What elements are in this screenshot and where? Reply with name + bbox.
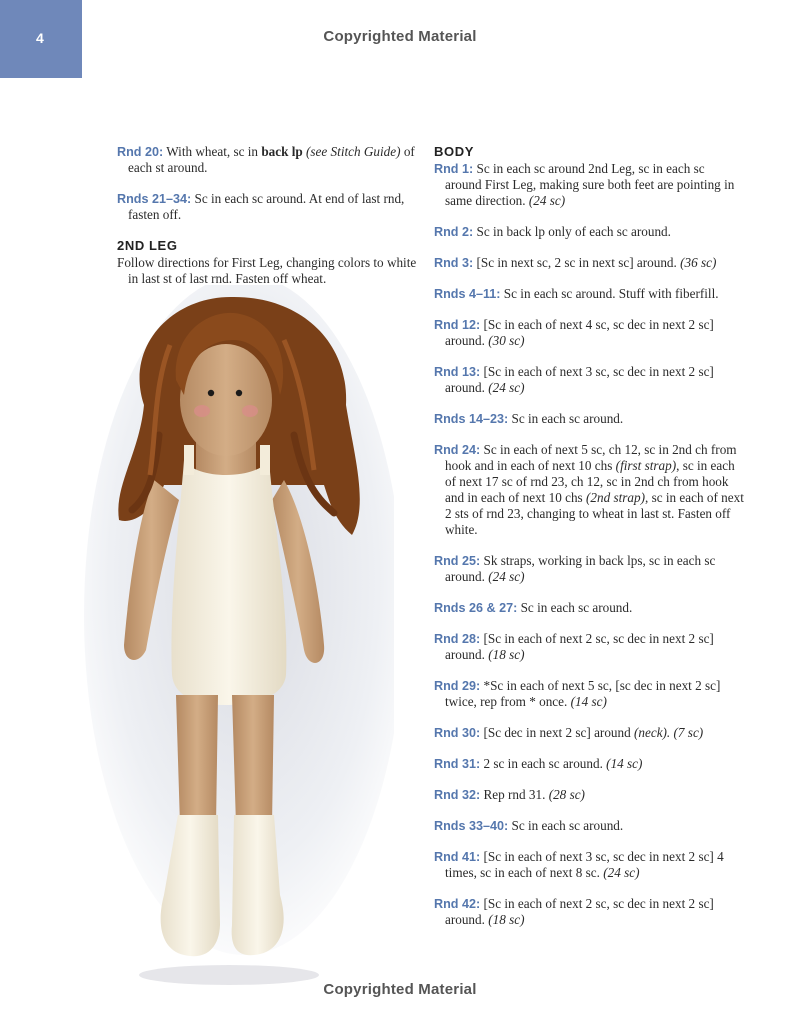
- rnd-text: Sc in each of next 5 sc, ch 12, sc in 2nd ch from hook and in each of next 10 chs: [445, 442, 737, 473]
- rnds-33-40-paragraph: [434, 818, 744, 834]
- rnd-text: [Sc in each of next 3 sc, sc dec in next 2 sc] around.: [445, 364, 714, 395]
- rnd-label: Rnd 32:: [434, 788, 481, 802]
- rnds-21-34-text: Sc in each sc around. At end of last rnd, fasten off.: [128, 191, 405, 222]
- rnd-text: Sc in each sc around.: [508, 411, 624, 426]
- rnd-label: Rnd 3:: [434, 256, 474, 270]
- rnd-3-paragraph: [434, 255, 744, 271]
- rnd-text: , sc in each of next 17 sc of rnd 23, ch 12, sc in 2nd ch from hook and in each of next 10 chs: [445, 458, 735, 505]
- rnd-count: (18 sc): [488, 647, 525, 662]
- rnd-label: Rnd 2:: [434, 225, 474, 239]
- rnd-italic: (first strap): [615, 458, 677, 473]
- left-column: [117, 144, 417, 302]
- rnd-count: (14 sc): [606, 756, 643, 771]
- rnd-label: Rnd 41:: [434, 850, 481, 864]
- rnd-label: Rnd 31:: [434, 757, 481, 771]
- rnd-text: Sc in each sc around.: [517, 600, 633, 615]
- rnd-text: Sc in each sc around.: [508, 818, 624, 833]
- rnds-21-34-label: Rnds 21–34:: [117, 192, 192, 206]
- rnd-1-paragraph: [434, 161, 744, 209]
- rnd-count: (neck). (7 sc): [634, 725, 704, 740]
- rnds-14-23-paragraph: [434, 411, 744, 427]
- rnd-text: , sc in each of next 2 sts of rnd 23, changing to wheat in last st. Fasten off white.: [445, 490, 744, 537]
- rnd-count: (24 sc): [603, 865, 640, 880]
- rnd-label: Rnds 26 & 27:: [434, 601, 518, 615]
- rnd-text: [Sc in each of next 2 sc, sc dec in next 2 sc] around.: [445, 896, 714, 927]
- rnd-30-paragraph: [434, 725, 744, 741]
- rnd-28-paragraph: [434, 631, 744, 663]
- rnd-text: Sc in each sc around. Stuff with fiberfill.: [500, 286, 719, 301]
- second-leg-heading: 2ND LEG: [117, 238, 178, 253]
- rnd-text: Sc in each sc around 2nd Leg, sc in each sc around First Leg, making sure both feet are pointing in same direction.: [445, 161, 735, 208]
- rnd-text: [Sc dec in next 2 sc] around: [480, 725, 634, 740]
- rnd-25-paragraph: [434, 553, 744, 585]
- rnd-label: Rnd 25:: [434, 554, 481, 568]
- rnd-label: Rnd 28:: [434, 632, 481, 646]
- rnd-label: Rnd 1:: [434, 162, 474, 176]
- rnd-13-paragraph: [434, 364, 744, 396]
- rnd-text: [Sc in each of next 2 sc, sc dec in next 2 sc] around.: [445, 631, 714, 662]
- rnd-count: (30 sc): [488, 333, 525, 348]
- rnd-italic: (2nd strap): [586, 490, 645, 505]
- rnd-label: Rnd 13:: [434, 365, 481, 379]
- rnd-32-paragraph: [434, 787, 744, 803]
- rnd-text: [Sc in each of next 3 sc, sc dec in next 2 sc] 4 times, sc in each of next 8 sc.: [445, 849, 724, 880]
- rnd-20-italic: (see Stitch Guide): [306, 144, 401, 159]
- rnd-label: Rnds 14–23:: [434, 412, 509, 426]
- rnds-21-34-paragraph: [117, 191, 417, 223]
- copyright-header: Copyrighted Material: [323, 28, 477, 45]
- rnd-text: Rep rnd 31.: [480, 787, 549, 802]
- page-number: 4: [36, 30, 44, 46]
- rnd-text: 2 sc in each sc around.: [480, 756, 607, 771]
- second-leg-text: Follow directions for First Leg, changing colors to white in last st of last rnd. Fasten off wheat.: [117, 255, 417, 286]
- rnd-count: (24 sc): [488, 380, 525, 395]
- rnd-12-paragraph: [434, 317, 744, 349]
- rnd-text: Sc in back lp only of each sc around.: [473, 224, 671, 239]
- rnd-label: Rnd 42:: [434, 897, 481, 911]
- rnd-text: *Sc in each of next 5 sc, [sc dec in next 2 sc] twice, rep from * once.: [445, 678, 721, 709]
- crochet-doll-photo: [84, 285, 394, 1005]
- rnd-20-text: With wheat, sc in: [163, 144, 262, 159]
- body-heading: BODY: [434, 144, 474, 159]
- copyright-footer: Copyrighted Material: [323, 981, 477, 998]
- rnd-41-paragraph: [434, 849, 744, 881]
- rnd-2-paragraph: [434, 224, 744, 240]
- rnd-label: Rnd 29:: [434, 679, 481, 693]
- rnd-42-paragraph: [434, 896, 744, 928]
- rnd-label: Rnd 12:: [434, 318, 481, 332]
- rnds-4-11-paragraph: [434, 286, 744, 302]
- rnd-count: (24 sc): [528, 193, 566, 208]
- rnd-label: Rnd 30:: [434, 726, 481, 740]
- rnd-31-paragraph: [434, 756, 744, 772]
- rnd-text: [Sc in next sc, 2 sc in next sc] around.: [473, 255, 681, 270]
- rnd-count: (24 sc): [488, 569, 525, 584]
- rnd-label: Rnds 33–40:: [434, 819, 509, 833]
- rnd-20-bold: back lp: [261, 144, 303, 159]
- rnd-label: Rnd 24:: [434, 443, 481, 457]
- rnds-26-27-paragraph: [434, 600, 744, 616]
- rnd-count: (14 sc): [570, 694, 607, 709]
- rnd-count: (18 sc): [488, 912, 525, 927]
- rnd-24-paragraph: [434, 442, 744, 538]
- rnd-text: Sk straps, working in back lps, sc in each sc around.: [445, 553, 716, 584]
- rnd-text: [Sc in each of next 4 sc, sc dec in next 2 sc] around.: [445, 317, 714, 348]
- rnd-20-paragraph: [117, 144, 417, 176]
- rnd-count: (36 sc): [680, 255, 717, 270]
- rnd-20-text-end: of each st around.: [128, 144, 415, 175]
- right-column: [434, 144, 744, 943]
- rnd-29-paragraph: [434, 678, 744, 710]
- rnd-20-label: Rnd 20:: [117, 145, 164, 159]
- rnd-count: (28 sc): [548, 787, 585, 802]
- rnd-label: Rnds 4–11:: [434, 287, 501, 301]
